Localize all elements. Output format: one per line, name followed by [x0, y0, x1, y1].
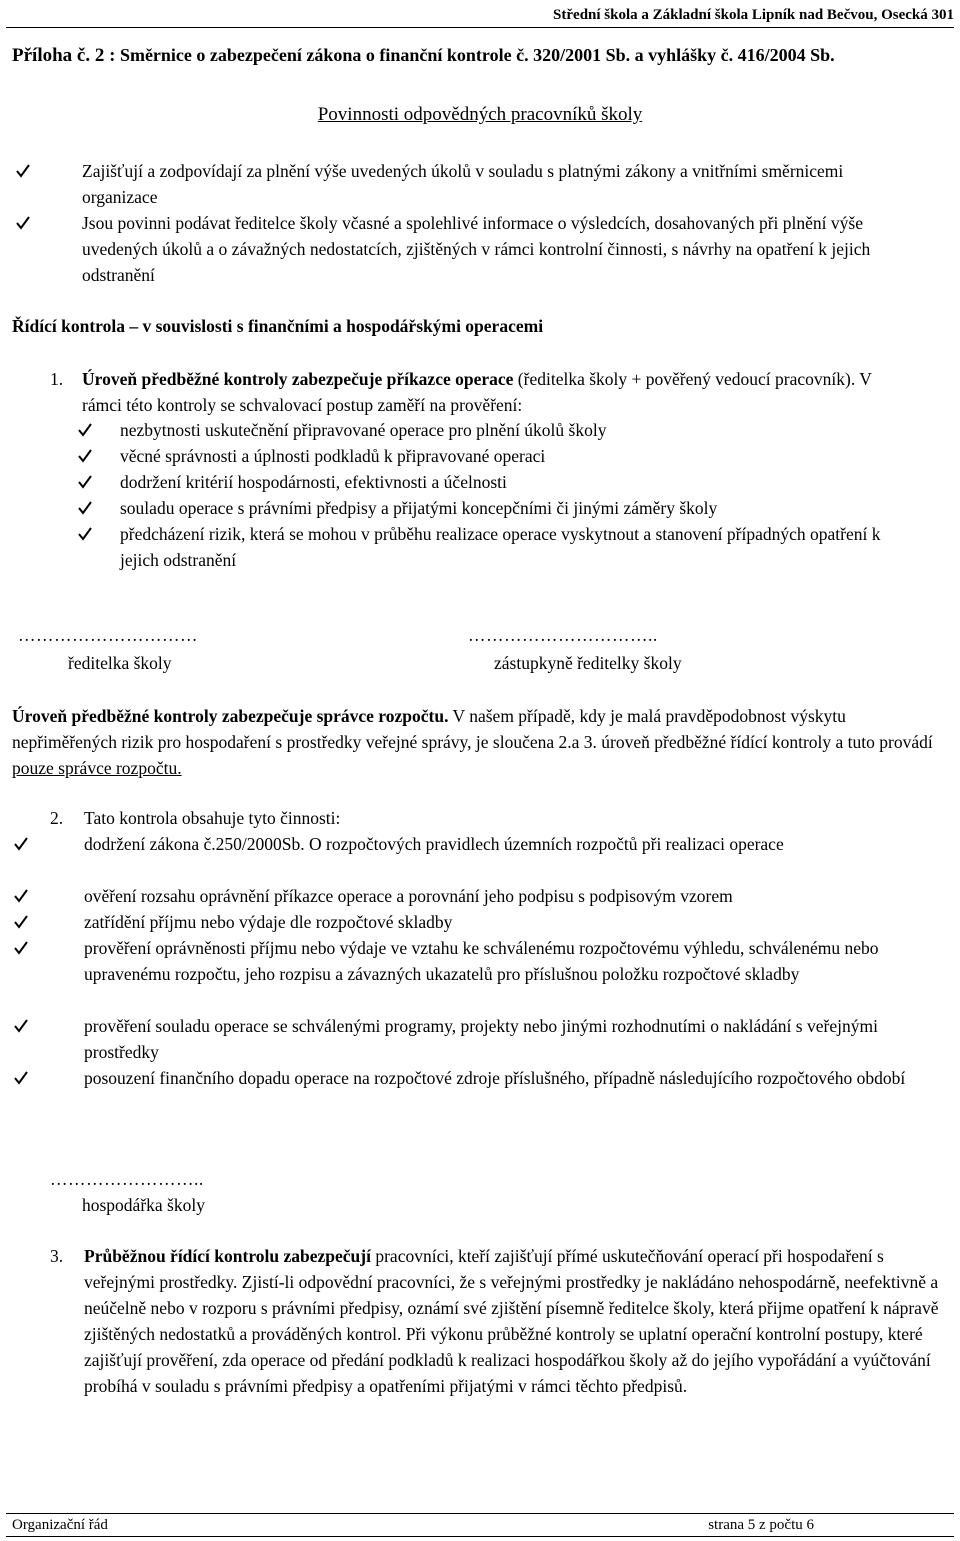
item-number: 2.: [50, 808, 64, 828]
signature-label-left: ředitelka školy: [68, 653, 172, 673]
section-heading: Řídící kontrola – v souvislosti s finančními a hospodářskými operacemi: [12, 316, 544, 336]
item-3-bold: Průběžnou řídící kontrolu zabezpečují: [84, 1246, 371, 1266]
item-2-title-text: Tato kontrola obsahuje tyto činnosti:: [84, 808, 341, 828]
check-item: [120, 417, 900, 443]
checkmark-icon: [78, 423, 92, 437]
check-item: [120, 469, 900, 495]
check-item: [84, 935, 920, 987]
item-number: 3.: [50, 1246, 64, 1266]
paragraph-budget-bold: Úroveň předběžné kontroly zabezpečuje správce rozpočtu.: [12, 706, 449, 726]
footer-title: Organizační řád: [12, 1517, 108, 1533]
check-item: [120, 521, 890, 573]
item-3-text: pracovníci, kteří zajišťují přímé uskutečňování operací při hospodaření s veřejnými prostředky. Zjistí-li odpovědní pracovníci, že s veřejnými prostředky je nakládáno nehospodárně, neefektivně a neúčelně nebo v rozporu s právními předpisy, oznámí své zjištění písemně ředitelce školy, která přijme opatření k nápravě zjištěných nedostatků a prováděných kontrol. Při výkonu průběžné kontroly se uplatní operační kontrolní postupy, které zajišťují prověření, zda operace od předání podkladů k realizaci hospodářkou školy až do jejího vypořádání a vyúčtování probíhá v souladu s právními předpisy a opatřeními přijatými v rámci těchto předpisů.: [84, 1246, 939, 1396]
check-item: [84, 883, 920, 909]
checkmark-icon: [78, 449, 92, 463]
item-2-title: [50, 805, 948, 831]
page-header: Střední škola a Základní škola Lipník nad Bečvou, Osecká 301: [553, 7, 954, 23]
check-text: zatřídění příjmu nebo výdaje dle rozpočtové skladby: [84, 912, 453, 932]
check-text: nezbytnosti uskutečnění připravované operace pro plnění úkolů školy: [120, 420, 607, 440]
check-item: [84, 909, 920, 935]
checkmark-icon: [78, 501, 92, 515]
item-1: [50, 366, 890, 418]
check-text: posouzení finančního dopadu operace na rozpočtové zdroje příslušného, případně následujícího rozpočtového období: [84, 1068, 906, 1088]
checkmark-icon: [14, 889, 28, 903]
document-title: [12, 42, 952, 69]
duty-item: [82, 210, 920, 288]
check-item: [120, 443, 900, 469]
check-text: souladu operace s právními předpisy a přijatými koncepčními či jinými záměry školy: [120, 498, 718, 518]
page-footer: [6, 1513, 954, 1537]
checkmark-icon: [78, 527, 92, 541]
paragraph-budget: [12, 703, 936, 781]
checkmark-icon: [78, 475, 92, 489]
check-item: [120, 495, 900, 521]
item-number: 1.: [50, 369, 64, 389]
signature-label-accountant: hospodářka školy: [82, 1195, 205, 1215]
checkmark-icon: [14, 837, 28, 851]
check-item: [84, 831, 890, 857]
check-text: věcné správnosti a úplnosti podkladů k připravované operaci: [120, 446, 546, 466]
footer-page-number: strana 5 z počtu 6: [708, 1517, 814, 1533]
item-3: [50, 1243, 946, 1399]
signature-line-accountant: ……………………..: [50, 1169, 204, 1189]
item-1-text2: V rámci této kontroly se schvalovací postup zaměří na prověření:: [82, 369, 872, 415]
check-text: prověření oprávněnosti příjmu nebo výdaje ve vztahu ke schválenému rozpočtovému výhledu, schválenému nebo upravenému rozpočtu, jeho rozpisu a závazných ukazatelů pro příslušnou položku rozpočtové skladby: [84, 938, 879, 984]
item-1-text: (ředitelka školy + pověřený vedoucí pracovník).: [513, 369, 860, 389]
checkmark-icon: [14, 1071, 28, 1085]
check-text: dodržení kritérií hospodárnosti, efektivnosti a účelnosti: [120, 472, 507, 492]
check-text: prověření souladu operace se schválenými programy, projekty nebo jinými rozhodnutími o nakládání s veřejnými prostředky: [84, 1016, 878, 1062]
check-item: [84, 1065, 920, 1091]
duty-text: Zajišťují a zodpovídají za plnění výše uvedených úkolů v souladu s platnými zákony a vnitřními směrnicemi organizace: [82, 161, 844, 207]
check-text: dodržení zákona č.250/2000Sb. O rozpočtových pravidlech územních rozpočtů při realizaci operace: [84, 834, 784, 854]
signature-label-right: zástupkyně ředitelky školy: [494, 653, 682, 673]
checkmark-icon: [14, 1019, 28, 1033]
duty-item: [82, 158, 920, 210]
title-rest: Směrnice o zabezpečení zákona o finanční kontrole č. 320/2001 Sb. a vyhlášky č. 416/2004 Sb.: [115, 45, 835, 65]
checkmark-icon: [14, 915, 28, 929]
signature-line-left: …………………………: [18, 625, 198, 645]
item-1-bold: Úroveň předběžné kontroly zabezpečuje příkazce operace: [82, 369, 514, 389]
check-item: [84, 1013, 900, 1065]
paragraph-budget-underline: pouze správce rozpočtu.: [12, 758, 182, 778]
paragraph-budget-text: V našem případě, kdy je malá pravděpodobnost výskytu nepřiměřených rizik pro hospodaření s prostředky veřejné správy, je sloučena 2.a 3. úroveň předběžné řídící kontroly a tuto provádí: [12, 706, 933, 752]
header-rule: [6, 27, 954, 28]
section-subtitle: Povinnosti odpovědných pracovníků školy: [317, 104, 643, 125]
title-lead: Příloha č. 2 :: [12, 45, 116, 66]
duty-text: Jsou povinni podávat ředitelce školy včasné a spolehlivé informace o výsledcích, dosahovaných při plnění výše uvedených úkolů a o závažných nedostatcích, zjištěných v rámci kontrolní činnosti, s návrhy na opatření k jejich odstranění: [82, 213, 871, 285]
checkmark-icon: [14, 941, 28, 955]
checkmark-icon: [16, 164, 30, 178]
check-text: ověření rozsahu oprávnění příkazce operace a porovnání jeho podpisu s podpisovým vzorem: [84, 886, 733, 906]
signature-line-right: …………………………..: [468, 625, 658, 645]
checkmark-icon: [16, 216, 30, 230]
check-text: předcházení rizik, která se mohou v průběhu realizace operace vyskytnout a stanovení případných opatření k jejich odstranění: [120, 524, 881, 570]
